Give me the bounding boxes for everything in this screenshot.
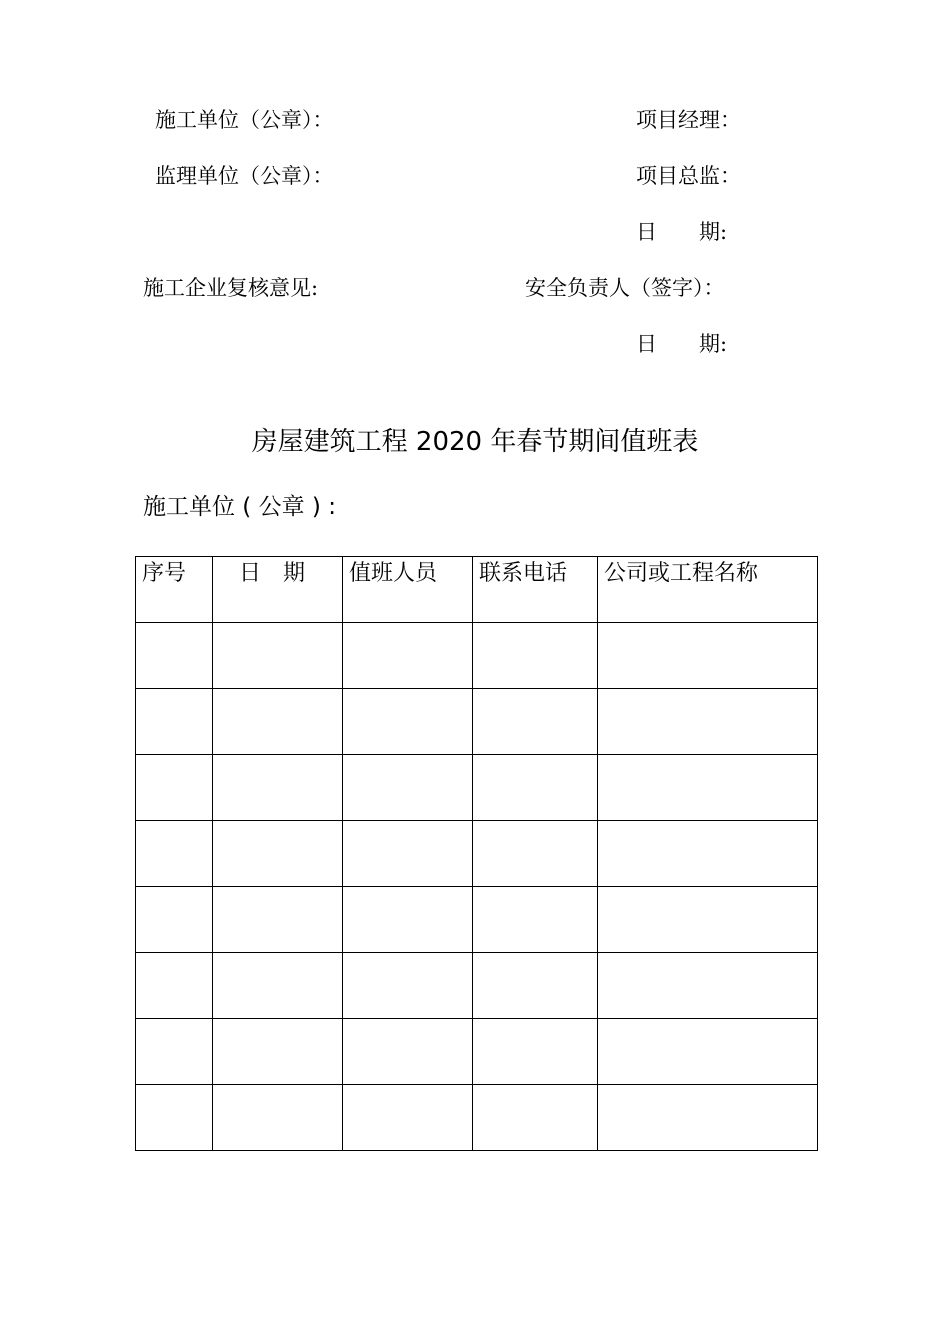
table-cell bbox=[598, 1085, 818, 1151]
table-cell bbox=[213, 1019, 343, 1085]
table-cell bbox=[343, 689, 473, 755]
table-row bbox=[136, 1019, 818, 1085]
construction-unit-seal-label: 施工单位 ( 公章 ) : bbox=[143, 494, 336, 520]
table-cell bbox=[213, 623, 343, 689]
table-cell bbox=[598, 821, 818, 887]
table-cell bbox=[343, 821, 473, 887]
duty-roster-table bbox=[135, 556, 818, 1151]
table-cell bbox=[136, 1085, 213, 1151]
table-cell bbox=[136, 887, 213, 953]
table-cell bbox=[136, 755, 213, 821]
table-cell bbox=[598, 689, 818, 755]
table-cell bbox=[343, 1019, 473, 1085]
enterprise-review-label: 施工企业复核意见: bbox=[143, 276, 319, 300]
table-cell bbox=[598, 953, 818, 1019]
table-row bbox=[136, 1085, 818, 1151]
table-cell bbox=[213, 1085, 343, 1151]
table-cell bbox=[213, 953, 343, 1019]
table-row bbox=[136, 623, 818, 689]
table-cell bbox=[136, 1019, 213, 1085]
supervision-unit-seal-label: 监理单位（公章）： bbox=[155, 164, 334, 188]
table-cell bbox=[598, 755, 818, 821]
table-row bbox=[136, 887, 818, 953]
table-cell bbox=[213, 689, 343, 755]
table-cell bbox=[598, 1019, 818, 1085]
date-label: 日 期: bbox=[636, 220, 728, 244]
header-company-or-project-name: 公司或工程名称 bbox=[598, 557, 818, 623]
table-cell bbox=[598, 887, 818, 953]
table-cell bbox=[213, 755, 343, 821]
table-cell bbox=[473, 1019, 598, 1085]
table-cell bbox=[473, 953, 598, 1019]
table-cell bbox=[473, 887, 598, 953]
table-cell bbox=[343, 1085, 473, 1151]
construction-unit-seal-label: 施工单位（公章）： bbox=[155, 108, 334, 132]
header-duty-staff: 值班人员 bbox=[343, 557, 473, 623]
table-cell bbox=[473, 821, 598, 887]
table-header-row bbox=[136, 557, 818, 623]
project-manager-label: 项目经理： bbox=[636, 108, 741, 132]
table-row bbox=[136, 953, 818, 1019]
table-row bbox=[136, 689, 818, 755]
table-cell bbox=[473, 755, 598, 821]
header-date: 日 期 bbox=[213, 557, 343, 623]
table-row bbox=[136, 821, 818, 887]
document-title: 房屋建筑工程 2020 年春节期间值班表 bbox=[251, 427, 699, 457]
chief-supervisor-label: 项目总监： bbox=[636, 164, 741, 188]
table-cell bbox=[473, 1085, 598, 1151]
date-label: 日 期: bbox=[636, 332, 728, 356]
table-cell bbox=[136, 689, 213, 755]
table-cell bbox=[136, 623, 213, 689]
table-cell bbox=[213, 887, 343, 953]
header-serial-number: 序号 bbox=[136, 557, 213, 623]
table-cell bbox=[343, 623, 473, 689]
table-cell bbox=[343, 755, 473, 821]
table-cell bbox=[473, 623, 598, 689]
table-cell bbox=[343, 953, 473, 1019]
table-cell bbox=[598, 623, 818, 689]
header-contact-phone: 联系电话 bbox=[473, 557, 598, 623]
table-cell bbox=[213, 821, 343, 887]
safety-officer-signature-label: 安全负责人（签字）： bbox=[525, 276, 725, 300]
table-cell bbox=[473, 689, 598, 755]
table-cell bbox=[343, 887, 473, 953]
table-row bbox=[136, 755, 818, 821]
table-cell bbox=[136, 953, 213, 1019]
table-cell bbox=[136, 821, 213, 887]
